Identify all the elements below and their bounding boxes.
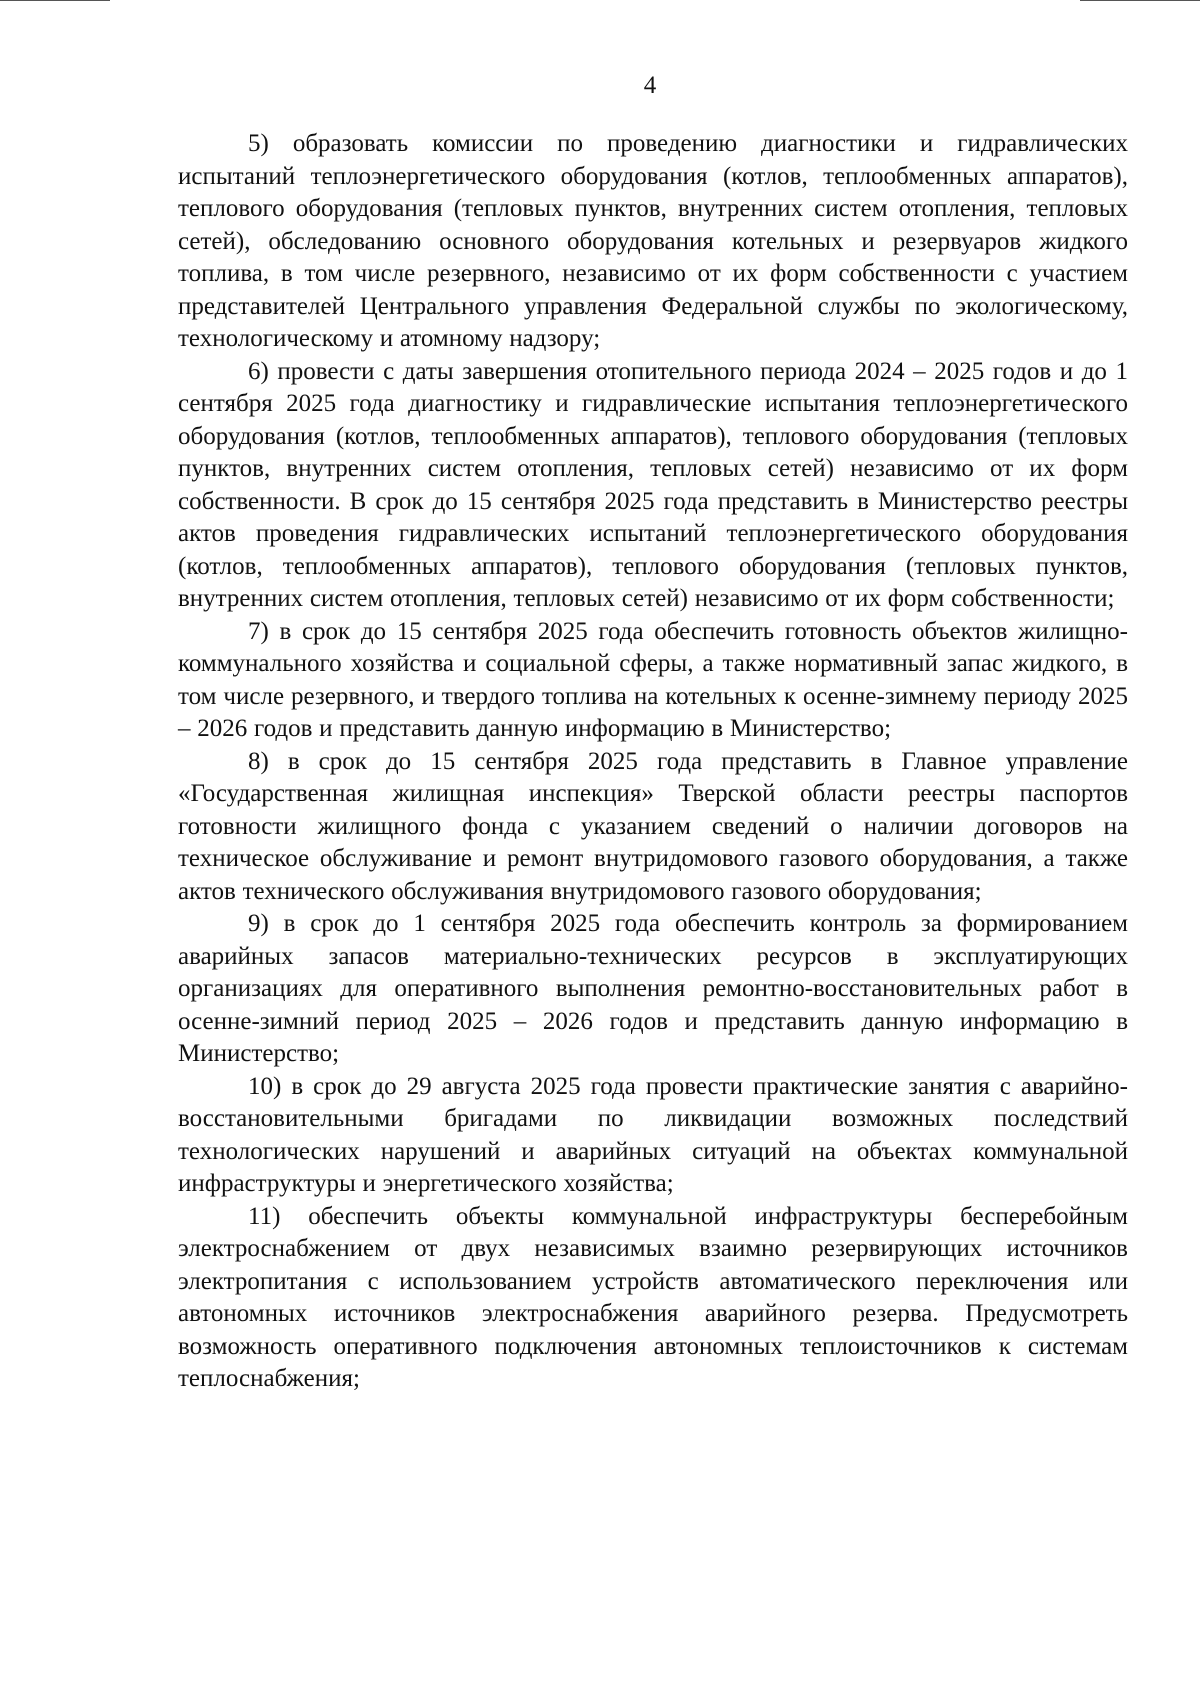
- document-body: [178, 128, 1128, 1396]
- paragraph-item-9: 9) в срок до 1 сентября 2025 года обеспечить контроль за формированием аварийных запасов материально-технических ресурсов в эксплуатирующих организациях для оперативного выполнения ремонтно-восстановительных работ в осенне-зимний период 2025 – 2026 годов и представить данную информацию в Министерство;: [178, 910, 1128, 1067]
- page-number: 4: [643, 72, 657, 99]
- scan-edge-mark: [0, 0, 110, 1]
- scan-edge-mark: [1080, 0, 1200, 1]
- paragraph-item-7: 7) в срок до 15 сентября 2025 года обеспечить готовность объектов жилищно-коммунального хозяйства и социальной сферы, а также нормативный запас жидкого, в том числе резервного, и твердого топлива на котельных к осенне-зимнему периоду 2025 – 2026 годов и представить данную информацию в Министерство;: [178, 617, 1128, 742]
- paragraph-item-8: 8) в срок до 15 сентября 2025 года представить в Главное управление «Государственная жилищная инспекция» Тверской области реестры паспортов готовности жилищного фонда с указанием сведений о наличии договоров на техническое обслуживание и ремонт внутридомового газового оборудования, а также актов технического обслуживания внутридомового газового оборудования;: [178, 747, 1128, 905]
- paragraph-item-6: 6) провести с даты завершения отопительного периода 2024 – 2025 годов и до 1 сентября 2025 года диагностику и гидравлические испытания теплоэнергетического оборудования (котлов, теплообменных аппаратов), теплового оборудования (тепловых пунктов, внутренних систем отопления, тепловых сетей) независимо от их форм собственности. В срок до 15 сентября 2025 года представить в Министерство реестры актов проведения гидравлических испытаний теплоэнергетического оборудования (котлов, теплообменных аппаратов), теплового оборудования (тепловых пунктов, внутренних систем отопления, тепловых сетей) независимо от их форм собственности;: [178, 357, 1128, 612]
- paragraph-item-11: 11) обеспечить объекты коммунальной инфраструктуры бесперебойным электроснабжением от двух независимых взаимно резервирующих источников электропитания с использованием устройств автоматического переключения или автономных источников электроснабжения аварийного резерва. Предусмотреть возможность оперативного подключения автономных теплоисточников к системам теплоснабжения;: [178, 1202, 1128, 1392]
- paragraph-item-5: 5) образовать комиссии по проведению диагностики и гидравлических испытаний теплоэнергетического оборудования (котлов, теплообменных аппаратов), теплового оборудования (тепловых пунктов, внутренних систем отопления, тепловых сетей), обследованию основного оборудования котельных и резервуаров жидкого топлива, в том числе резервного, независимо от их форм собственности с участием представителей Центрального управления Федеральной службы по экологическому, технологическому и атомному надзору;: [178, 130, 1128, 352]
- paragraph-item-10: 10) в срок до 29 августа 2025 года провести практические занятия с аварийно-восстановительными бригадами по ликвидации возможных последствий технологических нарушений и аварийных ситуаций на объектах коммунальной инфраструктуры и энергетического хозяйства;: [178, 1072, 1128, 1197]
